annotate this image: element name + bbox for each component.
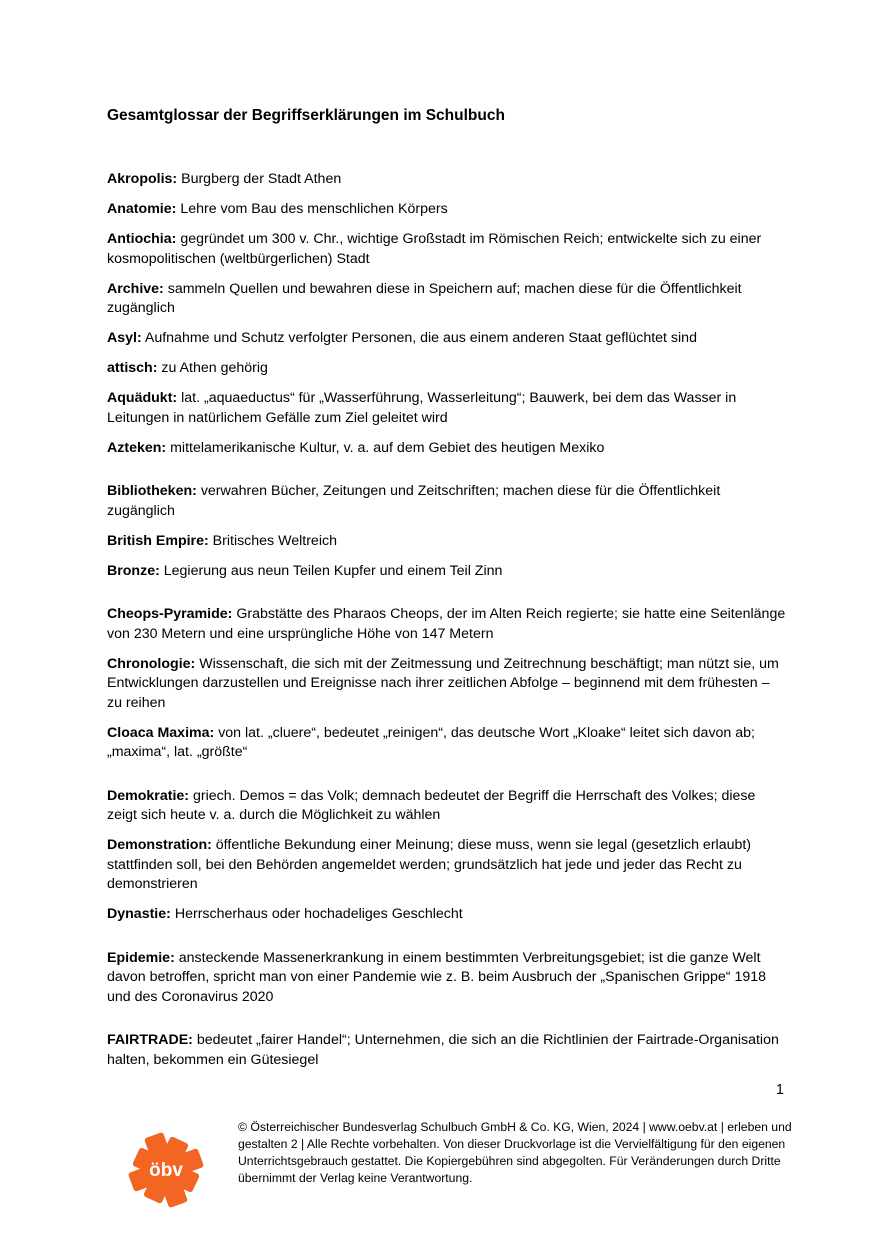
glossary-entry (107, 230, 787, 269)
glossary-definition: bedeutet „fairer Handel“; Unternehmen, die sich an die Richtlinien der Fairtrade-Organisation halten, bekommen ein Gütesiegel (107, 1032, 779, 1068)
glossary-definition: griech. Demos = das Volk; demnach bedeutet der Begriff die Herrschaft des Volkes; diese zeigt sich heute v. a. durch die Möglichkeit zu wählen (107, 787, 756, 823)
page-title: Gesamtglossar der Begriffserklärungen im Schulbuch (107, 107, 505, 124)
glossary-entry (107, 532, 787, 552)
glossary-term: attisch: (107, 360, 158, 376)
glossary-entry (107, 280, 787, 319)
glossary-term: Azteken: (107, 439, 167, 456)
glossary-entry (107, 200, 787, 220)
glossary-term: Antiochia: (107, 231, 177, 247)
glossary-term: Asyl: (107, 330, 142, 346)
glossary-definition: von lat. „cluere“, bedeutet „reinigen“, das deutsche Wort „Kloake“ leitet sich davon ab; „maxima“, lat. „größte“ (107, 724, 755, 760)
glossary-entry (107, 389, 787, 428)
glossary-definition: Grabstätte des Pharaos Cheops, der im Alten Reich regierte; sie hatte eine Seitenlänge von 230 Metern und eine ursprüngliche Höhe von 147 Metern (107, 606, 786, 642)
oebv-logo (128, 1132, 204, 1208)
glossary-definition: mittelamerikanische Kultur, v. a. auf dem Gebiet des heutigen Mexiko (170, 439, 605, 456)
glossary-term: FAIRTRADE: (107, 1032, 193, 1048)
glossary-entry (107, 359, 787, 379)
glossary-entry (107, 439, 787, 459)
glossary-entry (107, 562, 787, 582)
glossary-term: Bronze: (107, 562, 160, 579)
glossary-definition: ansteckende Massenerkrankung in einem bestimmten Verbreitungsgebiet; ist die ganze Welt davon betroffen, spricht man von einer Pandemie wie z. B. beim Ausbruch der „Spanischen Grippe“ 1918 und des Coronavirus 2020 (107, 949, 767, 1005)
glossary-definition: Burgberg der Stadt Athen (181, 171, 342, 187)
glossary-term: Cloaca Maxima: (107, 724, 215, 741)
glossary-entry (107, 1031, 787, 1070)
glossary-list (107, 170, 787, 1081)
glossary-term: Aquädukt: (107, 390, 178, 406)
glossary-entry (107, 724, 787, 763)
glossary-definition: sammeln Quellen und bewahren diese in Speichern auf; machen diese für die Öffentlichkeit zugänglich (107, 280, 742, 316)
glossary-definition: Wissenschaft, die sich mit der Zeitmessung und Zeitrechnung beschäftigt; man nützt sie, um Entwicklungen darzustellen und Ereignisse nach ihrer zeitlichen Abfolge – beginnend mit dem frühesten – zu reihen (107, 655, 779, 711)
glossary-term: Akropolis: (107, 171, 178, 187)
glossary-entry (107, 655, 787, 714)
glossary-entry (107, 836, 787, 895)
glossary-entry (107, 170, 787, 190)
glossary-definition: lat. „aquaeductus“ für „Wasserführung, Wasserleitung“; Bauwerk, bei dem das Wasser in Leitungen in natürlichem Gefälle zum Ziel geleitet wird (107, 390, 737, 426)
footer-copyright: © Österreichischer Bundesverlag Schulbuch GmbH & Co. KG, Wien, 2024 | www.oebv.at | erleben und gestalten 2 | Alle Rechte vorbehalten. Von dieser Druckvorlage ist die Vervielfältigung für den eigenen Unterrichtsgebrauch gestattet. Die Kopiergebühren sind abgegolten. Für Veränderungen durch Dritte übernimmt der Verlag keine Verantwortung. (238, 1120, 792, 1185)
glossary-definition: Herrscherhaus oder hochadeliges Geschlecht (174, 906, 463, 922)
glossary-term: Bibliotheken: (107, 483, 197, 499)
glossary-entry (107, 949, 787, 1008)
glossary-definition: öffentliche Bekundung einer Meinung; diese muss, wenn sie legal (gesetzlich erlaubt) stattfinden soll, bei den Behörden angemeldet werden; grundsätzlich hat jede und jeder das Recht zu demonstrieren (107, 837, 752, 892)
glossary-term: Epidemie: (107, 949, 175, 966)
glossary-definition: verwahren Bücher, Zeitungen und Zeitschriften; machen diese für die Öffentlichkeit zugänglich (107, 483, 721, 519)
glossary-term: Demonstration: (107, 837, 212, 853)
glossary-entry (107, 329, 787, 349)
glossary-definition: Britisches Weltreich (212, 532, 337, 549)
glossary-term: Anatomie: (107, 201, 177, 217)
glossary-definition: Aufnahme und Schutz verfolgter Personen, die aus einem anderen Staat geflüchtet sind (144, 330, 697, 346)
logo-text: öbv (149, 1160, 183, 1181)
glossary-definition: gegründet um 300 v. Chr., wichtige Großstadt im Römischen Reich; entwickelte sich zu einer kosmopolitischen (weltbürgerlichen) Stadt (107, 231, 762, 267)
glossary-definition: zu Athen gehörig (161, 360, 268, 376)
glossary-entry (107, 605, 787, 644)
glossary-term: Archive: (107, 280, 164, 297)
glossary-term: Chronologie: (107, 655, 196, 672)
glossary-entry (107, 905, 787, 925)
glossary-definition: Lehre vom Bau des menschlichen Körpers (180, 201, 448, 217)
page-number: 1 (775, 1082, 784, 1098)
glossary-term: Demokratie: (107, 787, 190, 804)
glossary-term: British Empire: (107, 532, 209, 549)
glossary-term: Dynastie: (107, 906, 171, 922)
glossary-entry (107, 787, 787, 826)
glossary-term: Cheops-Pyramide: (107, 606, 233, 622)
glossary-definition: Legierung aus neun Teilen Kupfer und einem Teil Zinn (163, 562, 503, 579)
glossary-entry (107, 482, 787, 521)
